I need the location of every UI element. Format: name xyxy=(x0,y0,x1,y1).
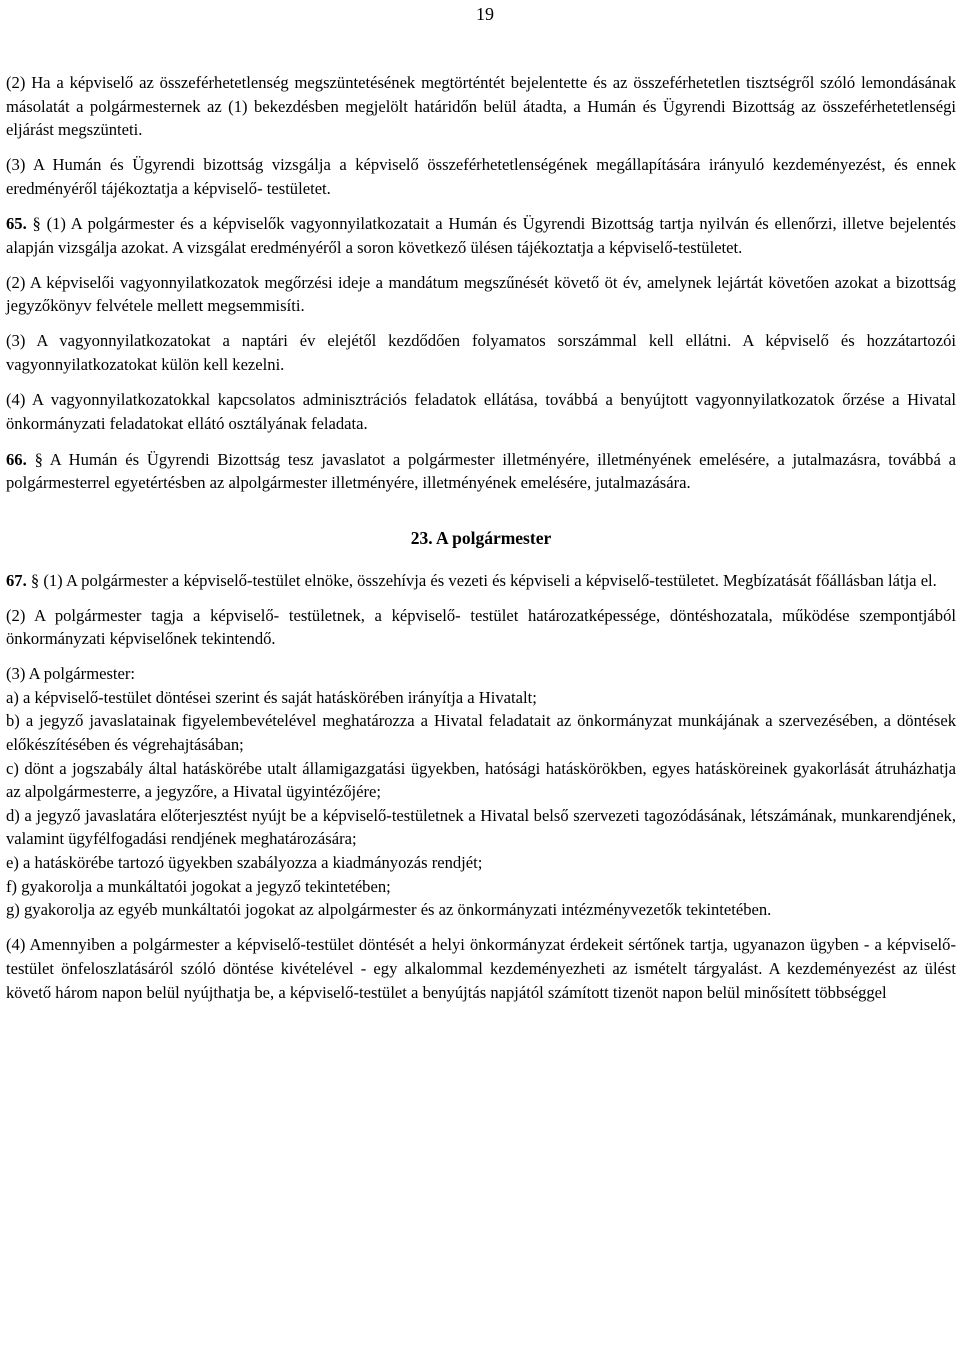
section-sign: § xyxy=(32,213,41,233)
section-65-paragraph-3: (3) A vagyonnyilatkozatokat a naptári év elejétől kezdődően folyamatos sorszámmal kell ellátni. A képviselő és hozzátartozói vagyonnyilatkozatokat külön kell kezelni. xyxy=(6,331,956,374)
list-item-c: c) dönt a jogszabály által hatáskörébe utalt államigazgatási ügyekben, hatósági hatáskörökben, egyes hatásköreinek gyakorlását átruházhatja az alpolgármesterre, a jegyzőre, a Hivatal ügyintézőjére; xyxy=(6,758,956,802)
section-number-66: 66. xyxy=(6,449,27,469)
page-number: 19 xyxy=(476,4,494,24)
paragraph-64-3: (3) A Humán és Ügyrendi bizottság vizsgálja a képviselő összeférhetetlenségének megállapítására irányuló kezdeményezést, és ennek eredményéről tájékoztatja a képviselő- testületet. xyxy=(6,155,956,198)
section-67-paragraph-2: (2) A polgármester tagja a képviselő- testületnek, a képviselő- testület határozatképessége, döntéshozatala, működése szempontjából önkormányzati képviselőnek tekintendő. xyxy=(6,605,956,649)
list-item-f: f) gyakorolja a munkáltatói jogokat a jegyző tekintetében; xyxy=(6,876,391,896)
section-66-text: A Humán és Ügyrendi Bizottság tesz javaslatot a polgármester illetményére, illetményének emelésére, a jutalmazásra, továbbá a polgármesterrel egyetértésben az alpolgármester illetményére, illetményének emelésére, jutalmazására. xyxy=(6,449,957,493)
section-65-text-1: (1) A polgármester és a képviselők vagyonnyilatkozatait a Humán és Ügyrendi Bizottság tartja nyilván és ellenőrzi, illetve bejelentés alapján vizsgálja azokat. A vizsgálat eredményéről a soron következő ülésen tájékoztatja a képviselő-testületet. xyxy=(6,213,956,257)
list-intro: (3) A polgármester: xyxy=(6,664,136,684)
section-67-paragraph-4: (4) Amennyiben a polgármester a képviselő-testület döntését a helyi önkormányzat érdekeit sértőnek tartja, ugyanazon ügyben - a képviselő-testület önfeloszlatásáról szóló döntése kivételével - egy alkalommal kezdeményezheti az ismételt tárgyalást. A kezdeményezést az ülést követő három napon belül nyújthatja be, a képviselő-testület a benyújtás napjától számított tizenöt napon belül minősített többséggel xyxy=(6,935,956,1002)
list-item-d: d) a jegyző javaslatára előterjesztést nyújt be a képviselő-testületnek a Hivatal belső szervezeti tagozódásának, létszámának, munkarendjének, valamint ügyfélfogadási rendjének meghatározására; xyxy=(6,805,956,849)
document-body xyxy=(6,71,956,1016)
section-67-paragraph-3 xyxy=(6,662,956,922)
list-item-g: g) gyakorolja az egyéb munkáltatói jogokat az alpolgármester és az önkormányzati intézményvezetők tekintetében. xyxy=(6,900,772,920)
section-number-65: 65. xyxy=(6,213,27,233)
chapter-heading: 23. A polgármester xyxy=(410,527,552,548)
list-item-e: e) a hatáskörébe tartozó ügyekben szabályozza a kiadmányozás rendjét; xyxy=(6,853,483,873)
section-sign: § xyxy=(34,449,43,469)
section-66-paragraph xyxy=(6,448,956,495)
section-65-paragraph-1 xyxy=(6,212,956,259)
list-item-b: b) a jegyző javaslatainak figyelembevételével meghatározza a Hivatal feladatait az önkormányzat munkájának a szervezésében, a döntések előkészítésében és végrehajtásában; xyxy=(6,711,956,755)
paragraph-64-2: (2) Ha a képviselő az összeférhetetlenség megszüntetésének megtörténtét bejelentette és az összeférhetetlen tisztségről szóló lemondásának másolatát a polgármesternek az (1) bekezdésben megjelölt határidőn belül átadta, a Humán és Ügyrendi Bizottság az összeférhetetlenségi eljárást megszünteti. xyxy=(6,73,956,140)
section-sign: § xyxy=(30,570,40,590)
list-item-a: a) a képviselő-testület döntései szerint és saját hatáskörében irányítja a Hivatalt; xyxy=(6,687,537,707)
section-65-paragraph-2: (2) A képviselői vagyonnyilatkozatok megőrzési ideje a mandátum megszűnését követő öt év, amelynek lejártát követően azokat a bizottság jegyzőkönyv felvétele mellett megsemmisíti. xyxy=(6,272,956,316)
section-67-paragraph-1 xyxy=(6,569,956,593)
section-67-text-1: (1) A polgármester a képviselő-testület elnöke, összehívja és vezeti és képviseli a képviselő-testületet. Megbízatását főállásban látja el. xyxy=(43,570,937,590)
section-number-67: 67. xyxy=(6,570,27,590)
section-65-paragraph-4: (4) A vagyonnyilatkozatokkal kapcsolatos adminisztrációs feladatok ellátása, továbbá a benyújtott vagyonnyilatkozatok őrzése a Hivatal önkormányzati feladatokat ellátó osztályának feladata. xyxy=(6,390,956,433)
